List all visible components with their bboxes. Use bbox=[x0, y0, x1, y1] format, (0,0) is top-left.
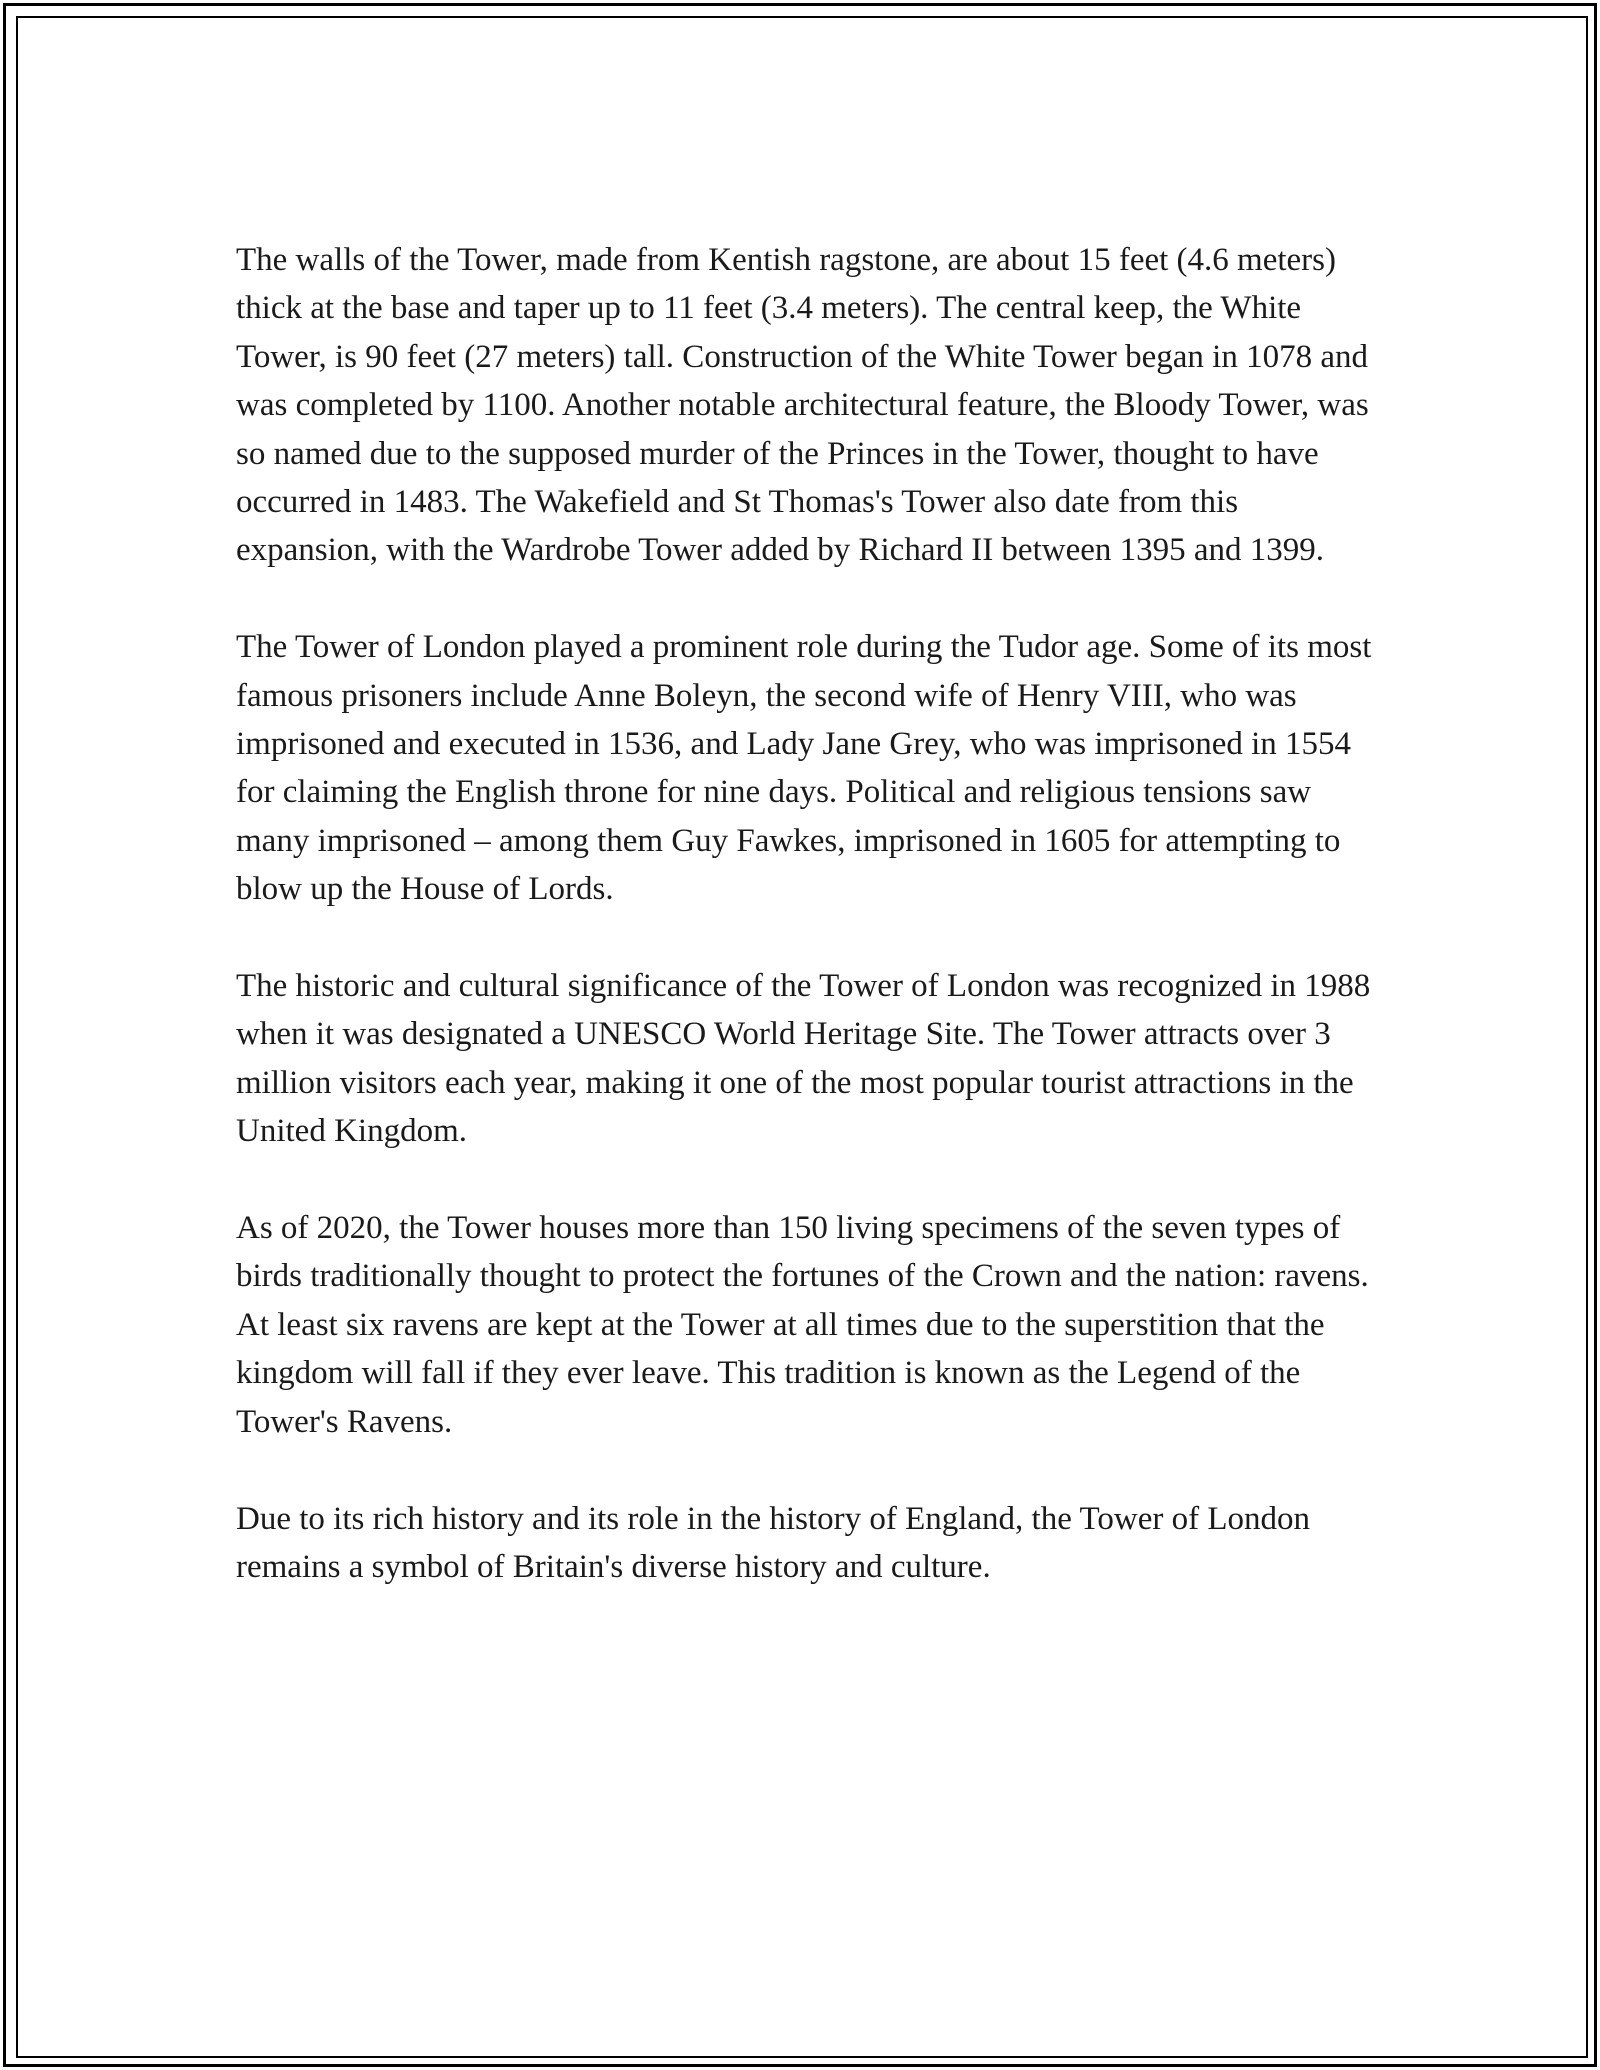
paragraph-ravens: As of 2020, the Tower houses more than 150 living specimens of the seven types of birds traditionally thought to protect the fortunes of the Crown and the nation: ravens. At least six ravens are kept at the Tower at all times due to the superstition that the kingdom will fall if they ever leave. This tradition is known as the Legend of the Tower's Ravens. bbox=[236, 1210, 1369, 1440]
paragraph-conclusion: Due to its rich history and its role in the history of England, the Tower of London remains a symbol of Britain's diverse history and culture. bbox=[236, 1500, 1310, 1585]
paragraph-unesco: The historic and cultural significance of the Tower of London was recognized in 1988 when it was designated a UNESCO World Heritage Site. The Tower attracts over 3 million visitors each year, making it one of the most popular tourist attractions in the United Kingdom. bbox=[236, 968, 1371, 1150]
document-body bbox=[236, 236, 1386, 1591]
paragraph-tudor-age: The Tower of London played a prominent role during the Tudor age. Some of its most famous prisoners include Anne Boleyn, the second wife of Henry VIII, who was imprisoned and executed in 1536, and Lady Jane Grey, who was imprisoned in 1554 for claiming the English throne for nine days. Political and religious tensions saw many imprisoned – among them Guy Fawkes, imprisoned in 1605 for attempting to blow up the House of Lords. bbox=[236, 629, 1372, 908]
paragraph-walls: The walls of the Tower, made from Kentish ragstone, are about 15 feet (4.6 meters) thick at the base and taper up to 11 feet (3.4 meters). The central keep, the White Tower, is 90 feet (27 meters) tall. Construction of the White Tower began in 1078 and was completed by 1100. Another notable architectural feature, the Bloody Tower, was so named due to the supposed murder of the Princes in the Tower, thought to have occurred in 1483. The Wakefield and St Thomas's Tower also date from this expansion, with the Wardrobe Tower added by Richard II between 1395 and 1399. bbox=[236, 242, 1369, 569]
